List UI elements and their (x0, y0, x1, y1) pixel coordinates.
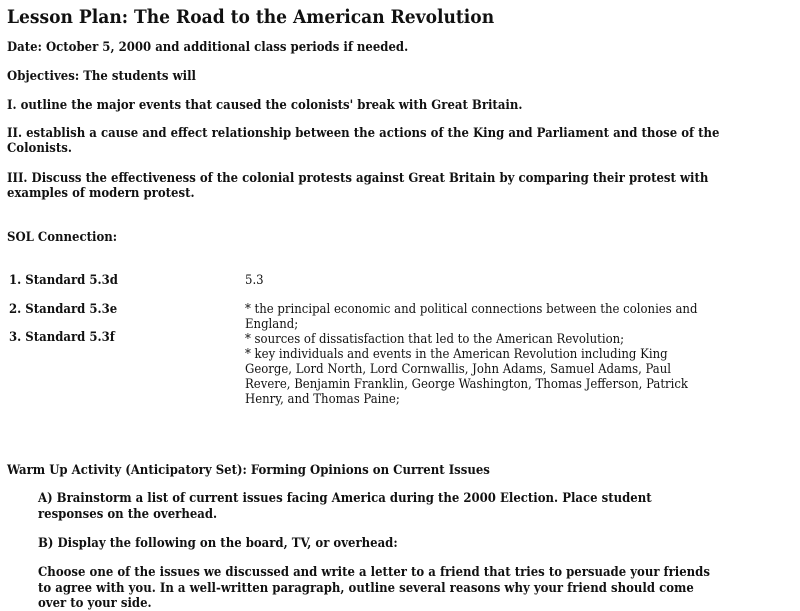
standard-item: 1. Standard 5.3d (9, 273, 118, 288)
sol-content-line: * sources of dissatisfaction that led to the American Revolution; (245, 332, 625, 347)
objective-2-cont: Colonists. (7, 141, 72, 156)
sol-content-line: * the principal economic and political connections between the colonies and (245, 302, 698, 317)
sol-content-line: * key individuals and events in the American Revolution including King (245, 347, 668, 362)
objective-1: I. outline the major events that caused the colonists' break with Great Britain. (7, 98, 523, 113)
sol-content-line: Revere, Benjamin Franklin, George Washington, Thomas Jefferson, Patrick (245, 377, 688, 392)
standard-item: 2. Standard 5.3e (9, 302, 118, 317)
warmup-step-a: A) Brainstorm a list of current issues facing America during the 2000 Election. Place student (38, 491, 652, 506)
sol-heading: SOL Connection: (7, 230, 118, 245)
page-title: Lesson Plan: The Road to the American Revolution (7, 6, 495, 28)
warmup-prompt: Choose one of the issues we discussed and write a letter to a friend that tries to persuade your friends (38, 565, 710, 580)
objectives-intro: Objectives: The students will (7, 69, 196, 84)
sol-content-line: England; (245, 317, 299, 332)
objective-3: III. Discuss the effectiveness of the colonial protests against Great Britain by comparing their protest with (7, 171, 709, 186)
standard-item: 3. Standard 5.3f (9, 330, 115, 345)
warmup-step-b: B) Display the following on the board, TV, or overhead: (38, 536, 398, 551)
sol-content-line: 5.3 (245, 273, 264, 288)
warmup-step-a-cont: responses on the overhead. (38, 507, 218, 522)
sol-content-line: George, Lord North, Lord Cornwallis, John Adams, Samuel Adams, Paul (245, 362, 672, 377)
objective-2: II. establish a cause and effect relationship between the actions of the King and Parliament and those of the (7, 126, 720, 141)
warmup-heading: Warm Up Activity (Anticipatory Set): Forming Opinions on Current Issues (7, 463, 490, 478)
warmup-prompt-cont: over to your side. (38, 596, 152, 611)
sol-content-line: Henry, and Thomas Paine; (245, 392, 400, 407)
objective-3-cont: examples of modern protest. (7, 186, 195, 201)
lesson-date: Date: October 5, 2000 and additional class periods if needed. (7, 40, 409, 55)
warmup-prompt-cont: to agree with you. In a well-written paragraph, outline several reasons why your friend should come (38, 581, 694, 596)
